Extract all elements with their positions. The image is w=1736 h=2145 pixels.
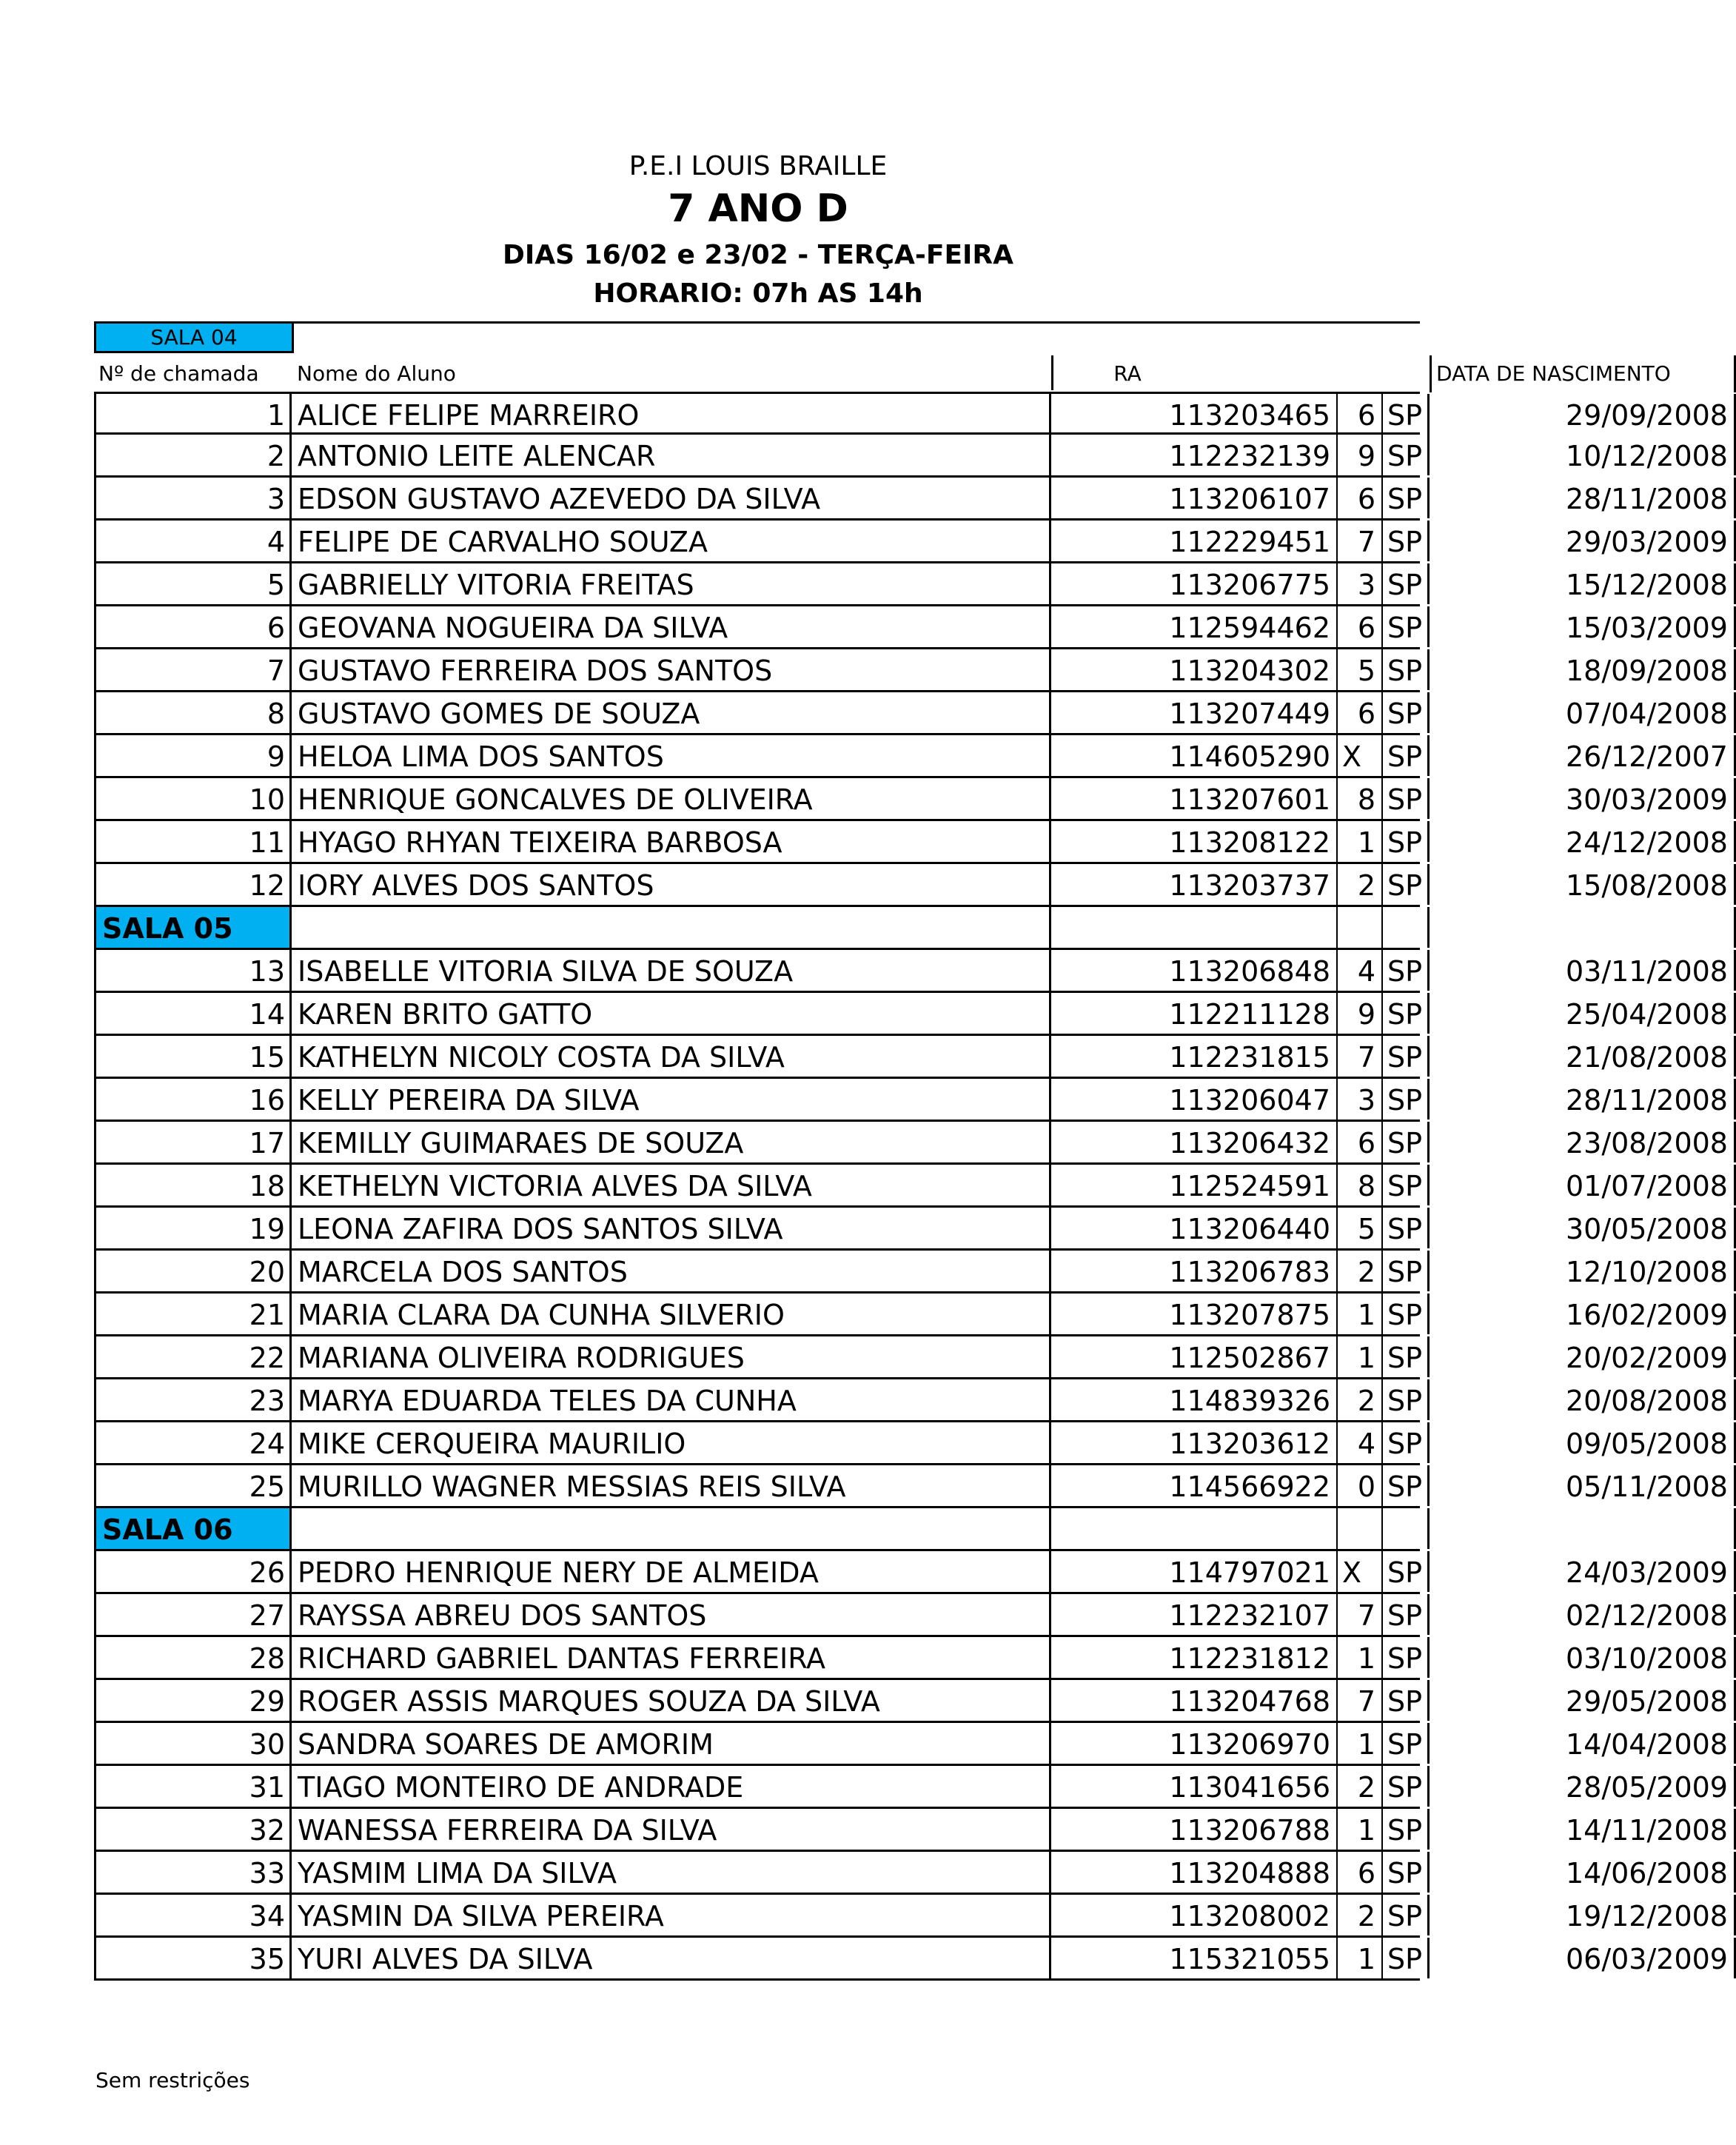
student-name: KEMILLY GUIMARAES DE SOUZA <box>292 1122 1051 1162</box>
birth-date: 03/11/2008 <box>1430 950 1736 991</box>
ra-state: SP <box>1383 1680 1430 1721</box>
ra-digit: 4 <box>1338 950 1383 991</box>
call-number: 12 <box>94 864 292 905</box>
student-name: ANTONIO LEITE ALENCAR <box>292 435 1051 475</box>
student-name: KAREN BRITO GATTO <box>292 993 1051 1034</box>
table-row <box>94 1465 1728 1508</box>
birth-date: 18/09/2008 <box>1430 649 1736 690</box>
ra-state: SP <box>1383 1036 1430 1077</box>
ra-digit: 1 <box>1338 1637 1383 1678</box>
table-row <box>94 1294 1728 1336</box>
days-line <box>0 240 1516 272</box>
empty-cell <box>1430 907 1736 948</box>
student-name: YASMIN DA SILVA PEREIRA <box>292 1895 1051 1935</box>
birth-date: 26/12/2007 <box>1430 735 1736 776</box>
table-row <box>94 606 1728 649</box>
table-row <box>94 1379 1728 1422</box>
call-number: 18 <box>94 1165 292 1205</box>
call-number: 4 <box>94 521 292 561</box>
column-header-ra: RA <box>1051 355 1202 390</box>
ra-state: SP <box>1383 1165 1430 1205</box>
ra-state: SP <box>1383 1809 1430 1850</box>
schedule-line: HORARIO: 07h AS 14h <box>593 278 923 309</box>
birth-date: 14/06/2008 <box>1430 1852 1736 1893</box>
column-header-row <box>94 355 1671 392</box>
table-row <box>94 1938 1728 1981</box>
ra-number: 114839326 <box>1051 1379 1338 1420</box>
ra-number: 113206788 <box>1051 1809 1338 1850</box>
birth-date: 16/02/2009 <box>1430 1294 1736 1334</box>
ra-digit: 6 <box>1338 478 1383 518</box>
call-number: 34 <box>94 1895 292 1935</box>
birth-date: 15/03/2009 <box>1430 606 1736 647</box>
ra-digit: 7 <box>1338 521 1383 561</box>
ra-digit: 8 <box>1338 778 1383 819</box>
ra-state: SP <box>1383 1766 1430 1807</box>
student-name: MIKE CERQUEIRA MAURILIO <box>292 1422 1051 1463</box>
table-row <box>94 1680 1728 1723</box>
ra-state: SP <box>1383 1379 1430 1420</box>
ra-digit: 1 <box>1338 1938 1383 1978</box>
ra-state: SP <box>1383 1294 1430 1334</box>
days-text: DIAS 16/02 e 23/02 - TERÇA-FEIRA <box>502 240 1014 270</box>
table-row <box>94 735 1728 778</box>
ra-digit: 2 <box>1338 1379 1383 1420</box>
table-row <box>94 478 1728 521</box>
table-row <box>94 1594 1728 1637</box>
ra-digit: 6 <box>1338 692 1383 733</box>
ra-number: 114605290 <box>1051 735 1338 776</box>
birth-date: 15/12/2008 <box>1430 563 1736 604</box>
student-name: PEDRO HENRIQUE NERY DE ALMEIDA <box>292 1551 1051 1592</box>
ra-digit: 2 <box>1338 1895 1383 1935</box>
call-number: 26 <box>94 1551 292 1592</box>
birth-date: 25/04/2008 <box>1430 993 1736 1034</box>
ra-state: SP <box>1383 1336 1430 1377</box>
table-row <box>94 1551 1728 1594</box>
call-number: 33 <box>94 1852 292 1893</box>
ra-number: 113204888 <box>1051 1852 1338 1893</box>
student-name: EDSON GUSTAVO AZEVEDO DA SILVA <box>292 478 1051 518</box>
table-row <box>94 1852 1728 1895</box>
call-number: 15 <box>94 1036 292 1077</box>
table-row <box>94 1122 1728 1165</box>
ra-digit: 0 <box>1338 1465 1383 1506</box>
call-number: 5 <box>94 563 292 604</box>
birth-date: 29/05/2008 <box>1430 1680 1736 1721</box>
ra-number: 113207449 <box>1051 692 1338 733</box>
student-name: MARCELA DOS SANTOS <box>292 1251 1051 1291</box>
ra-state: SP <box>1383 1251 1430 1291</box>
student-name: MURILLO WAGNER MESSIAS REIS SILVA <box>292 1465 1051 1506</box>
birth-date: 06/03/2009 <box>1430 1938 1736 1978</box>
ra-number: 115321055 <box>1051 1938 1338 1978</box>
student-name: ALICE FELIPE MARREIRO <box>292 394 1051 435</box>
ra-number: 113206848 <box>1051 950 1338 991</box>
ra-digit: 9 <box>1338 435 1383 475</box>
ra-digit: 8 <box>1338 1165 1383 1205</box>
call-number: 17 <box>94 1122 292 1162</box>
ra-state: SP <box>1383 864 1430 905</box>
ra-state: SP <box>1383 1422 1430 1463</box>
column-header-birth: DATA DE NASCIMENTO <box>1430 355 1736 392</box>
ra-state: SP <box>1383 821 1430 862</box>
table-row <box>94 435 1728 478</box>
call-number: 29 <box>94 1680 292 1721</box>
birth-date: 19/12/2008 <box>1430 1895 1736 1935</box>
ra-number: 113206783 <box>1051 1251 1338 1291</box>
student-name: GUSTAVO FERREIRA DOS SANTOS <box>292 649 1051 690</box>
ra-state: SP <box>1383 606 1430 647</box>
birth-date: 02/12/2008 <box>1430 1594 1736 1635</box>
ra-digit: 4 <box>1338 1422 1383 1463</box>
ra-number: 113206432 <box>1051 1122 1338 1162</box>
ra-number: 112211128 <box>1051 993 1338 1034</box>
call-number: 30 <box>94 1723 292 1764</box>
ra-state: SP <box>1383 649 1430 690</box>
table-row <box>94 1165 1728 1208</box>
student-name: GABRIELLY VITORIA FREITAS <box>292 563 1051 604</box>
student-name: KELLY PEREIRA DA SILVA <box>292 1079 1051 1120</box>
ra-digit: 6 <box>1338 1852 1383 1893</box>
empty-cell <box>292 1508 1051 1549</box>
ra-state: SP <box>1383 1208 1430 1248</box>
ra-state: SP <box>1383 1079 1430 1120</box>
ra-number: 114797021 <box>1051 1551 1338 1592</box>
student-table <box>94 392 1728 1981</box>
table-row <box>94 1637 1728 1680</box>
birth-date: 20/08/2008 <box>1430 1379 1736 1420</box>
class-title: 7 ANO D <box>668 187 848 231</box>
call-number: 27 <box>94 1594 292 1635</box>
ra-state: SP <box>1383 950 1430 991</box>
call-number: 28 <box>94 1637 292 1678</box>
ra-number: 112502867 <box>1051 1336 1338 1377</box>
ra-state: SP <box>1383 778 1430 819</box>
ra-digit: 7 <box>1338 1594 1383 1635</box>
birth-date: 23/08/2008 <box>1430 1122 1736 1162</box>
ra-digit: 6 <box>1338 1122 1383 1162</box>
student-name: HENRIQUE GONCALVES DE OLIVEIRA <box>292 778 1051 819</box>
student-name: MARIANA OLIVEIRA RODRIGUES <box>292 1336 1051 1377</box>
table-row <box>94 950 1728 993</box>
call-number: 31 <box>94 1766 292 1807</box>
ra-state: SP <box>1383 435 1430 475</box>
table-row <box>94 1766 1728 1809</box>
ra-number: 113208002 <box>1051 1895 1338 1935</box>
ra-digit: 1 <box>1338 1336 1383 1377</box>
ra-digit: X <box>1338 735 1383 776</box>
ra-number: 112524591 <box>1051 1165 1338 1205</box>
birth-date: 20/02/2009 <box>1430 1336 1736 1377</box>
birth-date: 09/05/2008 <box>1430 1422 1736 1463</box>
ra-number: 113204768 <box>1051 1680 1338 1721</box>
ra-state: SP <box>1383 1594 1430 1635</box>
ra-digit: 7 <box>1338 1680 1383 1721</box>
call-number: 3 <box>94 478 292 518</box>
ra-number: 113207875 <box>1051 1294 1338 1334</box>
student-name: FELIPE DE CARVALHO SOUZA <box>292 521 1051 561</box>
student-name: IORY ALVES DOS SANTOS <box>292 864 1051 905</box>
student-name: GEOVANA NOGUEIRA DA SILVA <box>292 606 1051 647</box>
ra-state: SP <box>1383 1122 1430 1162</box>
call-number: 10 <box>94 778 292 819</box>
birth-date: 14/11/2008 <box>1430 1809 1736 1850</box>
empty-cell <box>1383 907 1430 948</box>
room-section-row <box>94 1508 1420 1551</box>
ra-digit: 3 <box>1338 563 1383 604</box>
table-row <box>94 1336 1728 1379</box>
room-section-row <box>94 907 1420 950</box>
table-row <box>94 1208 1728 1251</box>
ra-state: SP <box>1383 1852 1430 1893</box>
student-name: TIAGO MONTEIRO DE ANDRADE <box>292 1766 1051 1807</box>
ra-number: 113206047 <box>1051 1079 1338 1120</box>
birth-date: 30/05/2008 <box>1430 1208 1736 1248</box>
table-row <box>94 392 1728 435</box>
empty-cell <box>292 907 1051 948</box>
table-row <box>94 1036 1728 1079</box>
ra-number: 113204302 <box>1051 649 1338 690</box>
room-label: SALA 05 <box>94 907 292 948</box>
ra-digit: 6 <box>1338 606 1383 647</box>
empty-cell <box>1338 907 1383 948</box>
ra-state: SP <box>1383 1723 1430 1764</box>
ra-state: SP <box>1383 1465 1430 1506</box>
birth-date: 21/08/2008 <box>1430 1036 1736 1077</box>
ra-state: SP <box>1383 993 1430 1034</box>
birth-date: 28/11/2008 <box>1430 478 1736 518</box>
call-number: 25 <box>94 1465 292 1506</box>
call-number: 1 <box>94 394 292 435</box>
birth-date: 24/03/2009 <box>1430 1551 1736 1592</box>
ra-digit: 9 <box>1338 993 1383 1034</box>
ra-state: SP <box>1383 1551 1430 1592</box>
ra-number: 113206970 <box>1051 1723 1338 1764</box>
call-number: 6 <box>94 606 292 647</box>
birth-date: 10/12/2008 <box>1430 435 1736 475</box>
empty-cell <box>1051 1508 1338 1549</box>
call-number: 16 <box>94 1079 292 1120</box>
call-number: 8 <box>94 692 292 733</box>
ra-digit: 1 <box>1338 1723 1383 1764</box>
ra-digit: 1 <box>1338 1294 1383 1334</box>
student-name: KETHELYN VICTORIA ALVES DA SILVA <box>292 1165 1051 1205</box>
ra-digit: 1 <box>1338 1809 1383 1850</box>
ra-digit: 2 <box>1338 864 1383 905</box>
call-number: 9 <box>94 735 292 776</box>
call-number: 20 <box>94 1251 292 1291</box>
call-number: 2 <box>94 435 292 475</box>
ra-state: SP <box>1383 735 1430 776</box>
ra-number: 113206107 <box>1051 478 1338 518</box>
ra-number: 112231812 <box>1051 1637 1338 1678</box>
table-row <box>94 993 1728 1036</box>
ra-digit: 1 <box>1338 821 1383 862</box>
ra-state: SP <box>1383 394 1430 435</box>
empty-cell <box>1338 1508 1383 1549</box>
ra-number: 113203737 <box>1051 864 1338 905</box>
empty-cell <box>1051 907 1338 948</box>
ra-number: 113207601 <box>1051 778 1338 819</box>
ra-digit: 5 <box>1338 1208 1383 1248</box>
ra-number: 114566922 <box>1051 1465 1338 1506</box>
student-name: MARIA CLARA DA CUNHA SILVERIO <box>292 1294 1051 1334</box>
ra-state: SP <box>1383 478 1430 518</box>
birth-date: 12/10/2008 <box>1430 1251 1736 1291</box>
birth-date: 07/04/2008 <box>1430 692 1736 733</box>
table-row <box>94 1079 1728 1122</box>
table-row <box>94 1723 1728 1766</box>
birth-date: 29/03/2009 <box>1430 521 1736 561</box>
call-number: 19 <box>94 1208 292 1248</box>
birth-date: 29/09/2008 <box>1430 394 1736 435</box>
table-row <box>94 778 1728 821</box>
table-row <box>94 563 1728 606</box>
call-number: 13 <box>94 950 292 991</box>
ra-state: SP <box>1383 1895 1430 1935</box>
ra-digit: 7 <box>1338 1036 1383 1077</box>
empty-cell <box>1430 1508 1736 1549</box>
ra-state: SP <box>1383 563 1430 604</box>
ra-number: 113041656 <box>1051 1766 1338 1807</box>
student-name: ISABELLE VITORIA SILVA DE SOUZA <box>292 950 1051 991</box>
empty-cell <box>1383 1508 1430 1549</box>
call-number: 24 <box>94 1422 292 1463</box>
student-name: ROGER ASSIS MARQUES SOUZA DA SILVA <box>292 1680 1051 1721</box>
room-label: SALA 06 <box>94 1508 292 1549</box>
birth-date: 24/12/2008 <box>1430 821 1736 862</box>
ra-number: 112594462 <box>1051 606 1338 647</box>
table-row <box>94 1809 1728 1852</box>
column-header-name: Nome do Aluno <box>297 361 456 386</box>
call-number: 35 <box>94 1938 292 1978</box>
birth-date: 28/05/2009 <box>1430 1766 1736 1807</box>
student-name: RICHARD GABRIEL DANTAS FERREIRA <box>292 1637 1051 1678</box>
ra-number: 113203612 <box>1051 1422 1338 1463</box>
call-number: 22 <box>94 1336 292 1377</box>
table-row <box>94 821 1728 864</box>
ra-state: SP <box>1383 1938 1430 1978</box>
birth-date: 03/10/2008 <box>1430 1637 1736 1678</box>
student-name: YURI ALVES DA SILVA <box>292 1938 1051 1978</box>
student-name: KATHELYN NICOLY COSTA DA SILVA <box>292 1036 1051 1077</box>
birth-date: 01/07/2008 <box>1430 1165 1736 1205</box>
birth-date: 28/11/2008 <box>1430 1079 1736 1120</box>
ra-number: 112232107 <box>1051 1594 1338 1635</box>
call-number: 11 <box>94 821 292 862</box>
birth-date: 15/08/2008 <box>1430 864 1736 905</box>
room-header-sala-04: SALA 04 <box>94 321 294 353</box>
student-name: LEONA ZAFIRA DOS SANTOS SILVA <box>292 1208 1051 1248</box>
ra-state: SP <box>1383 692 1430 733</box>
ra-number: 112229451 <box>1051 521 1338 561</box>
ra-number: 113206440 <box>1051 1208 1338 1248</box>
table-row <box>94 1895 1728 1938</box>
birth-date: 05/11/2008 <box>1430 1465 1736 1506</box>
ra-state: SP <box>1383 521 1430 561</box>
call-number: 7 <box>94 649 292 690</box>
ra-number: 112232139 <box>1051 435 1338 475</box>
call-number: 32 <box>94 1809 292 1850</box>
table-row <box>94 1422 1728 1465</box>
ra-digit: 3 <box>1338 1079 1383 1120</box>
ra-number: 113203465 <box>1051 394 1338 435</box>
birth-date: 14/04/2008 <box>1430 1723 1736 1764</box>
ra-number: 113206775 <box>1051 563 1338 604</box>
student-name: WANESSA FERREIRA DA SILVA <box>292 1809 1051 1850</box>
header-divider <box>292 321 1420 324</box>
table-row <box>94 1251 1728 1294</box>
student-name: HELOA LIMA DOS SANTOS <box>292 735 1051 776</box>
table-row <box>94 864 1728 907</box>
ra-digit: 6 <box>1338 394 1383 435</box>
ra-digit: 2 <box>1338 1251 1383 1291</box>
birth-date: 30/03/2009 <box>1430 778 1736 819</box>
ra-digit: 2 <box>1338 1766 1383 1807</box>
table-row <box>94 521 1728 563</box>
table-row <box>94 649 1728 692</box>
student-name: YASMIM LIMA DA SILVA <box>292 1852 1051 1893</box>
student-name: MARYA EDUARDA TELES DA CUNHA <box>292 1379 1051 1420</box>
student-name: HYAGO RHYAN TEIXEIRA BARBOSA <box>292 821 1051 862</box>
ra-number: 112231815 <box>1051 1036 1338 1077</box>
ra-digit: X <box>1338 1551 1383 1592</box>
ra-digit: 5 <box>1338 649 1383 690</box>
table-row <box>94 692 1728 735</box>
ra-number: 113208122 <box>1051 821 1338 862</box>
column-header-number: Nº de chamada <box>98 361 259 386</box>
student-name: RAYSSA ABREU DOS SANTOS <box>292 1594 1051 1635</box>
student-name: GUSTAVO GOMES DE SOUZA <box>292 692 1051 733</box>
student-name: SANDRA SOARES DE AMORIM <box>292 1723 1051 1764</box>
school-name: P.E.I LOUIS BRAILLE <box>629 151 888 181</box>
ra-state: SP <box>1383 1637 1430 1678</box>
footer-note: Sem restrições <box>95 2068 250 2092</box>
call-number: 21 <box>94 1294 292 1334</box>
call-number: 14 <box>94 993 292 1034</box>
call-number: 23 <box>94 1379 292 1420</box>
